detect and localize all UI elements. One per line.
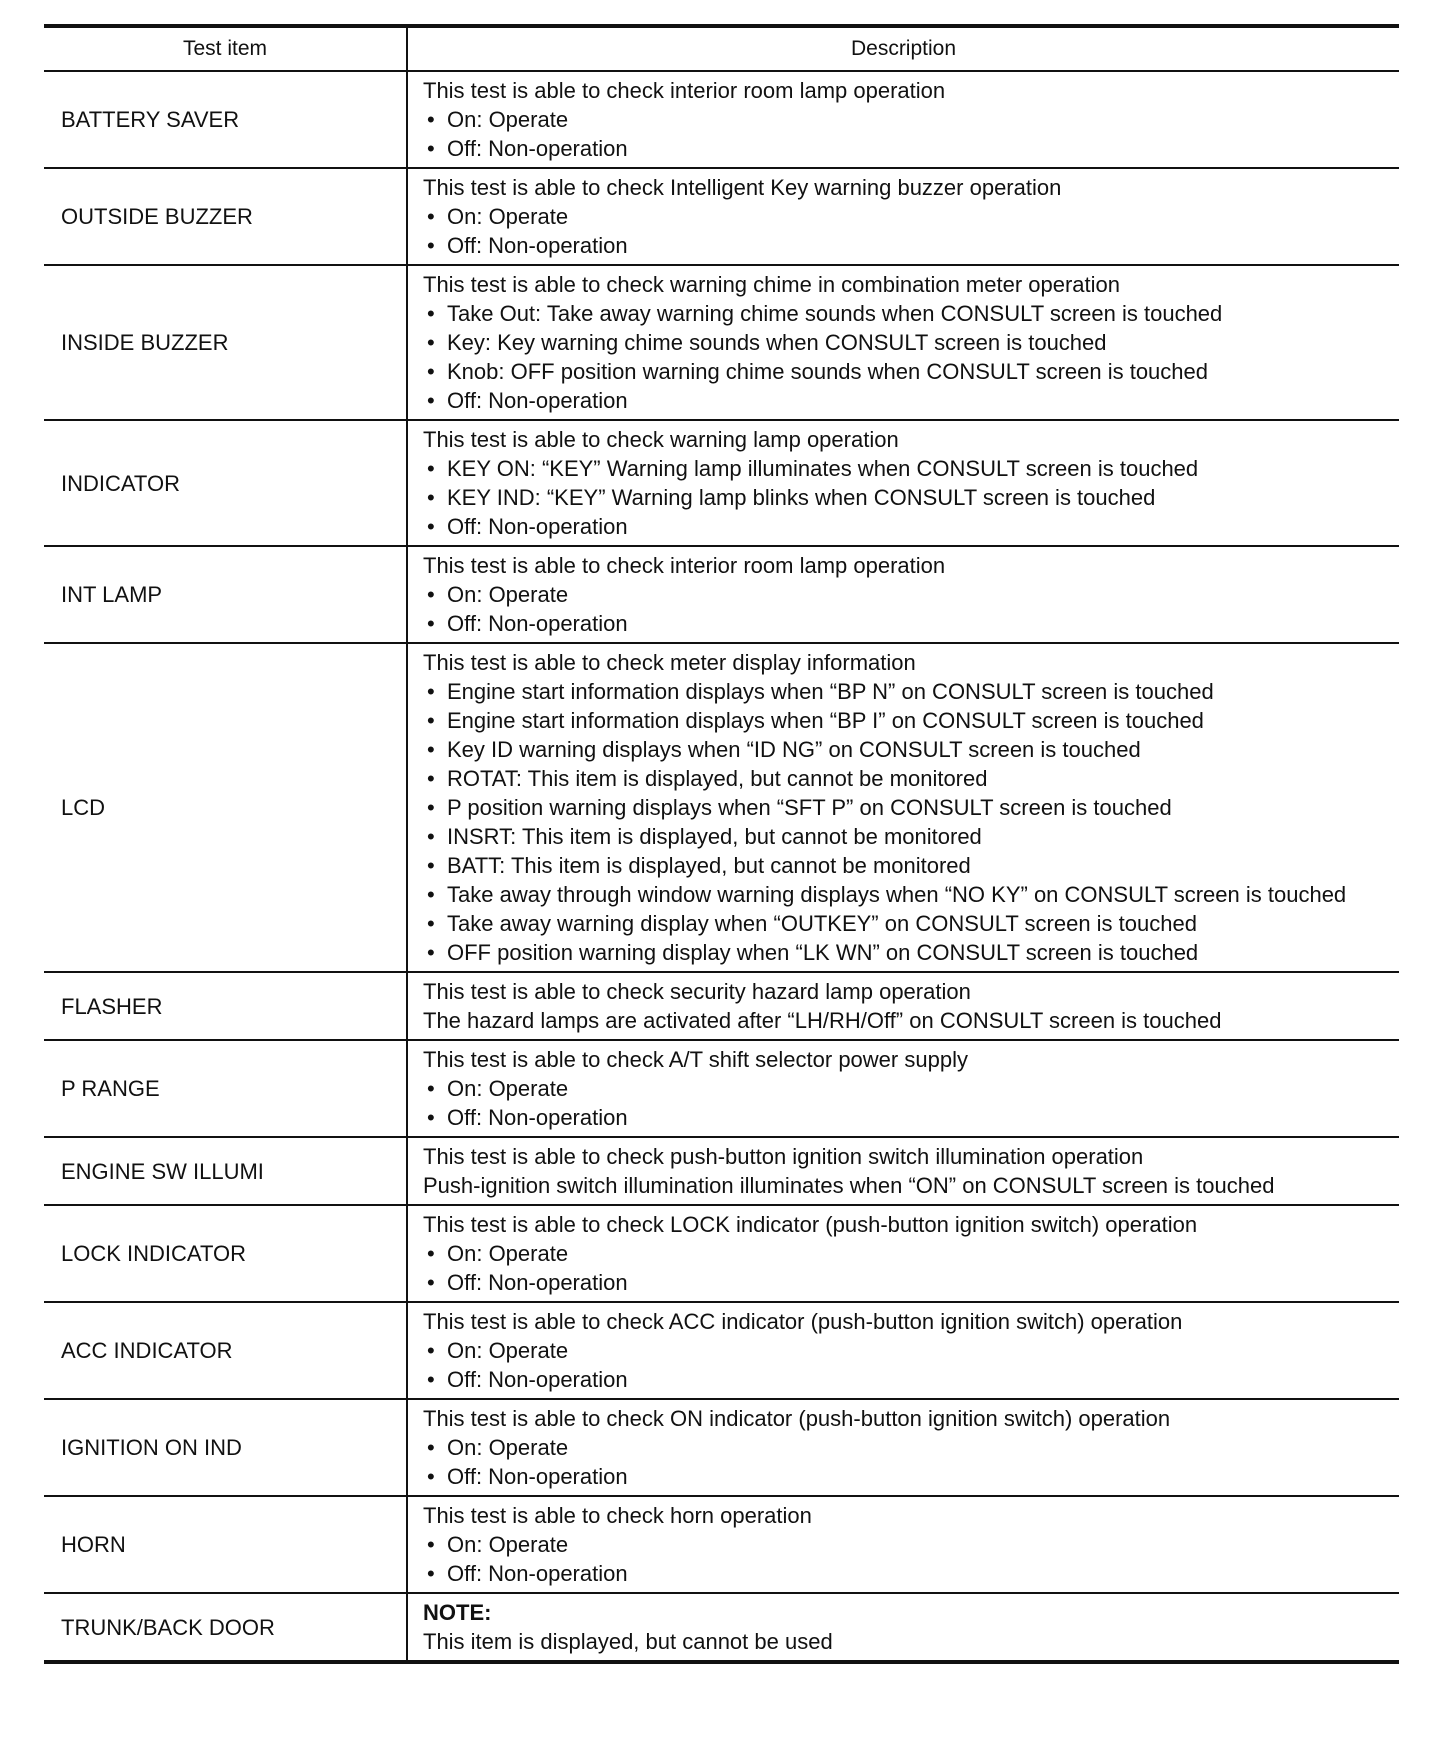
description-cell <box>407 1302 1399 1399</box>
bullet-icon: • <box>427 1338 435 1363</box>
description-text: This test is able to check ACC indicator (push-button ignition switch) operation <box>423 1309 1183 1334</box>
bullet-icon: • <box>427 824 435 849</box>
list-item <box>423 735 1391 764</box>
bullet-text: Off: Non-operation <box>447 1464 628 1489</box>
test-item-cell: LOCK INDICATOR <box>44 1205 407 1302</box>
description-text: This test is able to check A/T shift selector power supply <box>423 1047 968 1072</box>
table-header-row <box>44 26 1399 71</box>
description-bullet-list <box>423 299 1391 415</box>
table-row <box>44 265 1399 420</box>
bullet-text: On: Operate <box>447 1241 569 1266</box>
table-row <box>44 1205 1399 1302</box>
bullet-text: Take Out: Take away warning chime sounds when CONSULT screen is touched <box>447 301 1223 326</box>
list-item <box>423 938 1391 967</box>
bullet-icon: • <box>427 233 435 258</box>
list-item <box>423 386 1391 415</box>
description-text: This test is able to check interior room lamp operation <box>423 553 946 578</box>
bullet-icon: • <box>427 1105 435 1130</box>
test-item-cell: P RANGE <box>44 1040 407 1137</box>
description-cell <box>407 1040 1399 1137</box>
test-item-cell: BATTERY SAVER <box>44 71 407 168</box>
bullet-text: Off: Non-operation <box>447 136 628 161</box>
bullet-icon: • <box>427 1464 435 1489</box>
bullet-icon: • <box>427 1241 435 1266</box>
description-cell <box>407 1593 1399 1662</box>
bullet-icon: • <box>427 136 435 161</box>
test-item-cell: FLASHER <box>44 972 407 1040</box>
test-item-cell: LCD <box>44 643 407 972</box>
description-bullet-list <box>423 1530 1391 1588</box>
bullet-text: On: Operate <box>447 204 569 229</box>
bullet-icon: • <box>427 679 435 704</box>
list-item <box>423 357 1391 386</box>
description-bullet-list <box>423 105 1391 163</box>
bullet-icon: • <box>427 514 435 539</box>
list-item <box>423 851 1391 880</box>
list-item <box>423 1103 1391 1132</box>
test-item-cell: ENGINE SW ILLUMI <box>44 1137 407 1205</box>
description-cell <box>407 168 1399 265</box>
description-cell <box>407 420 1399 546</box>
bullet-icon: • <box>427 485 435 510</box>
bullet-icon: • <box>427 1561 435 1586</box>
bullet-text: Off: Non-operation <box>447 1270 628 1295</box>
table-row <box>44 1302 1399 1399</box>
description-bullet-list <box>423 1336 1391 1394</box>
test-item-cell: TRUNK/BACK DOOR <box>44 1593 407 1662</box>
bullet-text: Off: Non-operation <box>447 1105 628 1130</box>
test-item-cell: HORN <box>44 1496 407 1593</box>
table-row <box>44 1040 1399 1137</box>
bullet-icon: • <box>427 1270 435 1295</box>
bullet-icon: • <box>427 737 435 762</box>
table-body <box>44 71 1399 1662</box>
header-test-item: Test item <box>44 26 407 71</box>
list-item <box>423 231 1391 260</box>
description-cell <box>407 265 1399 420</box>
list-item <box>423 1530 1391 1559</box>
description-text: This item is displayed, but cannot be used <box>423 1629 833 1654</box>
note-label: NOTE: <box>423 1600 492 1625</box>
description-text: This test is able to check LOCK indicator (push-button ignition switch) operation <box>423 1212 1198 1237</box>
bullet-icon: • <box>427 882 435 907</box>
list-item <box>423 706 1391 735</box>
list-item <box>423 105 1391 134</box>
list-item <box>423 677 1391 706</box>
bullet-icon: • <box>427 582 435 607</box>
test-item-cell: INT LAMP <box>44 546 407 643</box>
bullet-text: Key: Key warning chime sounds when CONSULT screen is touched <box>447 330 1107 355</box>
description-bullet-list <box>423 1433 1391 1491</box>
bullet-text: On: Operate <box>447 1076 569 1101</box>
bullet-icon: • <box>427 1435 435 1460</box>
bullet-text: P position warning displays when “SFT P” on CONSULT screen is touched <box>447 795 1172 820</box>
test-item-cell: ACC INDICATOR <box>44 1302 407 1399</box>
bullet-text: Key ID warning displays when “ID NG” on CONSULT screen is touched <box>447 737 1141 762</box>
description-bullet-list <box>423 1239 1391 1297</box>
description-bullet-list <box>423 580 1391 638</box>
list-item <box>423 299 1391 328</box>
description-text: This test is able to check Intelligent Key warning buzzer operation <box>423 175 1062 200</box>
bullet-text: On: Operate <box>447 1532 569 1557</box>
list-item <box>423 202 1391 231</box>
list-item <box>423 328 1391 357</box>
test-item-cell: INSIDE BUZZER <box>44 265 407 420</box>
list-item <box>423 1268 1391 1297</box>
bullet-icon: • <box>427 301 435 326</box>
description-cell <box>407 546 1399 643</box>
description-text: This test is able to check ON indicator (push-button ignition switch) operation <box>423 1406 1171 1431</box>
header-description: Description <box>407 26 1399 71</box>
list-item <box>423 609 1391 638</box>
bullet-icon: • <box>427 330 435 355</box>
list-item <box>423 793 1391 822</box>
bullet-icon: • <box>427 1367 435 1392</box>
description-bullet-list <box>423 454 1391 541</box>
description-text: Push-ignition switch illumination illuminates when “ON” on CONSULT screen is touched <box>423 1173 1275 1198</box>
description-cell <box>407 1205 1399 1302</box>
description-text: This test is able to check horn operation <box>423 1503 812 1528</box>
list-item <box>423 134 1391 163</box>
description-text: The hazard lamps are activated after “LH/RH/Off” on CONSULT screen is touched <box>423 1008 1222 1033</box>
table-row <box>44 420 1399 546</box>
description-text: This test is able to check push-button ignition switch illumination operation <box>423 1144 1144 1169</box>
bullet-text: On: Operate <box>447 582 569 607</box>
description-bullet-list <box>423 202 1391 260</box>
description-cell <box>407 71 1399 168</box>
description-bullet-list <box>423 677 1391 967</box>
bullet-text: Engine start information displays when “BP N” on CONSULT screen is touched <box>447 679 1214 704</box>
description-text: This test is able to check warning chime in combination meter operation <box>423 272 1121 297</box>
table-row <box>44 1593 1399 1662</box>
list-item <box>423 1365 1391 1394</box>
bullet-icon: • <box>427 708 435 733</box>
bullet-text: ROTAT: This item is displayed, but cannot be monitored <box>447 766 988 791</box>
description-cell <box>407 1496 1399 1593</box>
list-item <box>423 822 1391 851</box>
list-item <box>423 454 1391 483</box>
description-cell <box>407 1399 1399 1496</box>
description-text: This test is able to check warning lamp operation <box>423 427 899 452</box>
table-row <box>44 1496 1399 1593</box>
table-row <box>44 546 1399 643</box>
bullet-text: Take away warning display when “OUTKEY” on CONSULT screen is touched <box>447 911 1197 936</box>
bullet-icon: • <box>427 853 435 878</box>
test-item-cell: IGNITION ON IND <box>44 1399 407 1496</box>
test-item-cell: INDICATOR <box>44 420 407 546</box>
description-text: This test is able to check meter display information <box>423 650 916 675</box>
bullet-text: Off: Non-operation <box>447 388 628 413</box>
table-row <box>44 972 1399 1040</box>
description-bullet-list <box>423 1074 1391 1132</box>
bullet-icon: • <box>427 1532 435 1557</box>
list-item <box>423 1336 1391 1365</box>
bullet-icon: • <box>427 359 435 384</box>
bullet-text: On: Operate <box>447 107 569 132</box>
list-item <box>423 880 1391 909</box>
table-row <box>44 1137 1399 1205</box>
bullet-icon: • <box>427 766 435 791</box>
description-cell <box>407 1137 1399 1205</box>
bullet-icon: • <box>427 388 435 413</box>
bullet-text: On: Operate <box>447 1338 569 1363</box>
list-item <box>423 909 1391 938</box>
bullet-text: Off: Non-operation <box>447 1367 628 1392</box>
list-item <box>423 512 1391 541</box>
bullet-text: Take away through window warning displays when “NO KY” on CONSULT screen is touched <box>447 882 1347 907</box>
table-row <box>44 643 1399 972</box>
bullet-icon: • <box>427 911 435 936</box>
bullet-icon: • <box>427 795 435 820</box>
bullet-icon: • <box>427 456 435 481</box>
table-row <box>44 168 1399 265</box>
bullet-icon: • <box>427 940 435 965</box>
bullet-text: On: Operate <box>447 1435 569 1460</box>
bullet-text: Off: Non-operation <box>447 233 628 258</box>
bullet-text: Knob: OFF position warning chime sounds when CONSULT screen is touched <box>447 359 1208 384</box>
bullet-icon: • <box>427 1076 435 1101</box>
description-text: This test is able to check security hazard lamp operation <box>423 979 971 1004</box>
bullet-text: Off: Non-operation <box>447 611 628 636</box>
list-item <box>423 1239 1391 1268</box>
description-cell <box>407 643 1399 972</box>
test-item-cell: OUTSIDE BUZZER <box>44 168 407 265</box>
list-item <box>423 580 1391 609</box>
bullet-icon: • <box>427 611 435 636</box>
bullet-text: KEY IND: “KEY” Warning lamp blinks when CONSULT screen is touched <box>447 485 1156 510</box>
bullet-icon: • <box>427 107 435 132</box>
description-text: This test is able to check interior room lamp operation <box>423 78 946 103</box>
table-header <box>44 26 1399 71</box>
table-row <box>44 71 1399 168</box>
list-item <box>423 1074 1391 1103</box>
test-item-table <box>44 24 1399 1664</box>
bullet-text: BATT: This item is displayed, but cannot be monitored <box>447 853 971 878</box>
bullet-text: Engine start information displays when “BP I” on CONSULT screen is touched <box>447 708 1204 733</box>
bullet-text: INSRT: This item is displayed, but cannot be monitored <box>447 824 982 849</box>
description-cell <box>407 972 1399 1040</box>
bullet-text: OFF position warning display when “LK WN” on CONSULT screen is touched <box>447 940 1199 965</box>
list-item <box>423 1433 1391 1462</box>
test-item-table-container <box>44 24 1399 1664</box>
table-row <box>44 1399 1399 1496</box>
bullet-icon: • <box>427 204 435 229</box>
bullet-text: Off: Non-operation <box>447 1561 628 1586</box>
bullet-text: Off: Non-operation <box>447 514 628 539</box>
list-item <box>423 764 1391 793</box>
bullet-text: KEY ON: “KEY” Warning lamp illuminates when CONSULT screen is touched <box>447 456 1199 481</box>
list-item <box>423 1559 1391 1588</box>
list-item <box>423 483 1391 512</box>
list-item <box>423 1462 1391 1491</box>
